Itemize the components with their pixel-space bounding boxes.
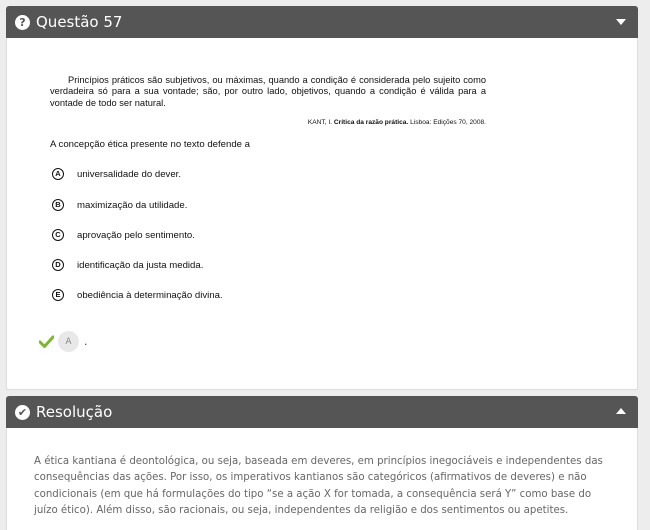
question-title: Questão 57 bbox=[36, 13, 123, 31]
answer-suffix: . bbox=[84, 335, 88, 348]
option-b[interactable] bbox=[52, 199, 187, 211]
question-panel-header[interactable] bbox=[6, 6, 638, 38]
option-e-letter: E bbox=[52, 289, 64, 301]
resolution-title: Resolução bbox=[36, 403, 113, 421]
caret-up-icon[interactable] bbox=[616, 408, 626, 414]
citation bbox=[207, 119, 486, 126]
option-c-text: aprovação pelo sentimento. bbox=[77, 229, 195, 241]
citation-title: Crítica da razão prática. bbox=[333, 119, 409, 126]
option-d[interactable] bbox=[52, 259, 203, 271]
kant-passage: Princípios práticos são subjetivos, ou máximas, quando a condição é considerada pelo sujeito como verdadeira só para a sua vontade; são, por outro lado, objetivos, quando a condição é válida para a vontade de todo ser natural. bbox=[50, 75, 486, 108]
option-b-letter: B bbox=[52, 199, 64, 211]
resolution-panel-body bbox=[6, 428, 638, 530]
option-c[interactable] bbox=[52, 229, 195, 241]
option-c-letter: C bbox=[52, 229, 64, 241]
question-stem: A concepção ética presente no texto defende a bbox=[50, 139, 251, 150]
citation-author: KANT, I. bbox=[307, 119, 334, 126]
option-a-letter: A bbox=[52, 168, 64, 180]
resolution-text: A ética kantiana é deontológica, ou seja, baseada em deveres, em princípios inegociáveis e independentes das consequências das ações. Por isso, os imperativos kantianos são categóricos (afirmativos de deveres) e não condicionais (em que há formulações do tipo “se a ação X for tomada, a consequência será Y” como base do juízo ético). Além disso, são racionais, ou seja, independentes da religião e dos sentimentos ou apetites. bbox=[34, 456, 603, 516]
option-a[interactable] bbox=[52, 168, 181, 180]
question-panel-body bbox=[6, 38, 638, 390]
option-e[interactable] bbox=[52, 289, 223, 301]
answer-badge: A bbox=[58, 331, 79, 352]
option-b-text: maximização da utilidade. bbox=[77, 199, 188, 211]
citation-publisher: Lisboa: Edições 70, 2008. bbox=[408, 119, 486, 126]
option-d-text: identificação da justa medida. bbox=[77, 259, 204, 271]
option-e-text: obediência à determinação divina. bbox=[77, 289, 223, 301]
question-circle-icon: ? bbox=[15, 15, 30, 30]
option-a-text: universalidade do dever. bbox=[77, 168, 182, 180]
resolution-panel-header[interactable] bbox=[6, 396, 638, 428]
option-d-letter: D bbox=[52, 259, 64, 271]
caret-down-icon[interactable] bbox=[616, 19, 626, 25]
check-circle-icon: ✔ bbox=[15, 405, 30, 420]
answer-row bbox=[39, 331, 88, 352]
checkmark-icon bbox=[39, 335, 54, 348]
